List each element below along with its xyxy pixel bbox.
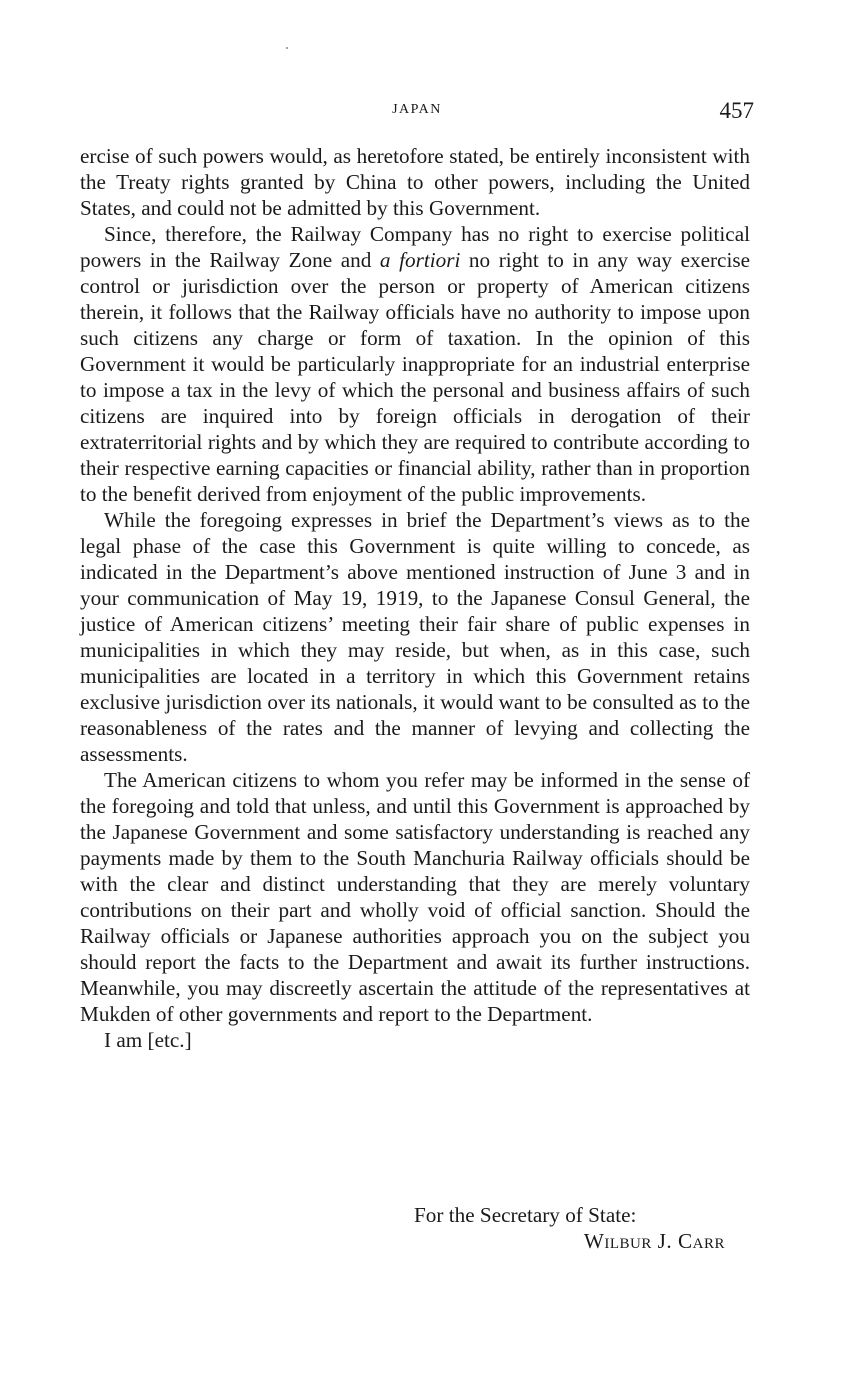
paragraph-2-italic-phrase: a fortiori — [379, 248, 461, 272]
body-text — [80, 143, 750, 1053]
signature-for-line: For the Secretary of State: — [414, 1203, 637, 1227]
scan-speck — [286, 47, 288, 49]
running-title: JAPAN — [392, 102, 442, 117]
signature-block — [80, 1202, 725, 1254]
paragraph-1: ercise of such powers would, as heretofore stated, be entirely inconsistent with the Treaty rights granted by China to other powers, including the United States, and could not be admitted by this Government. — [80, 144, 750, 220]
paragraph-2 — [80, 221, 750, 507]
paragraph-2-start: Since, therefore, the Railway Company has no right to exercise political powers in the Railway Zone and — [80, 222, 750, 272]
running-head — [80, 98, 754, 126]
paragraph-3: While the foregoing expresses in brief the Department’s views as to the legal phase of the case this Government is quite willing to concede, as indicated in the Department’s above mentioned instruction of June 3 and in your communication of May 19, 1919, to the Japanese Consul General, the justice of American citizens’ meeting their fair share of public expenses in municipalities in which they may reside, but when, as in this case, such municipalities are located in a territory in which this Government retains exclusive jurisdiction over its nationals, it would want to be consulted as to the reasonableness of the rates and the manner of levying and collecting the assessments. — [80, 508, 750, 766]
signature-name: Wilbur J. Carr — [583, 1229, 725, 1253]
paragraph-4: The American citizens to whom you refer may be informed in the sense of the foregoing and told that unless, and until this Government is approached by the Japanese Government and some satisfactory understanding is reached any payments made by them to the South Manchuria Railway officials should be with the clear and distinct understanding that they are merely voluntary contributions on their part and wholly void of official sanction. Should the Railway officials or Japanese authorities approach you on the subject you should report the facts to the Department and await its further instructions. Meanwhile, you may discreetly ascertain the attitude of the representatives at Mukden of other governments and report to the Department. — [80, 768, 750, 1026]
page-number: 457 — [719, 98, 754, 123]
closing-line: I am [etc.] — [104, 1028, 192, 1052]
paragraph-2-rest: no right to in any way exercise control or jurisdiction over the person or property of American citizens therein, it follows that the Railway officials have no authority to impose upon such citizens any charge or form of taxation. In the opinion of this Government it would be particularly inappropriate for an industrial enterprise to impose a tax in the levy of which the personal and business affairs of such citizens are inquired into by foreign officials in derogation of their extraterritorial rights and by which they are required to contribute according to their respective earning capacities or financial ability, rather than in proportion to the benefit derived from enjoyment of the public improvements. — [80, 248, 750, 506]
